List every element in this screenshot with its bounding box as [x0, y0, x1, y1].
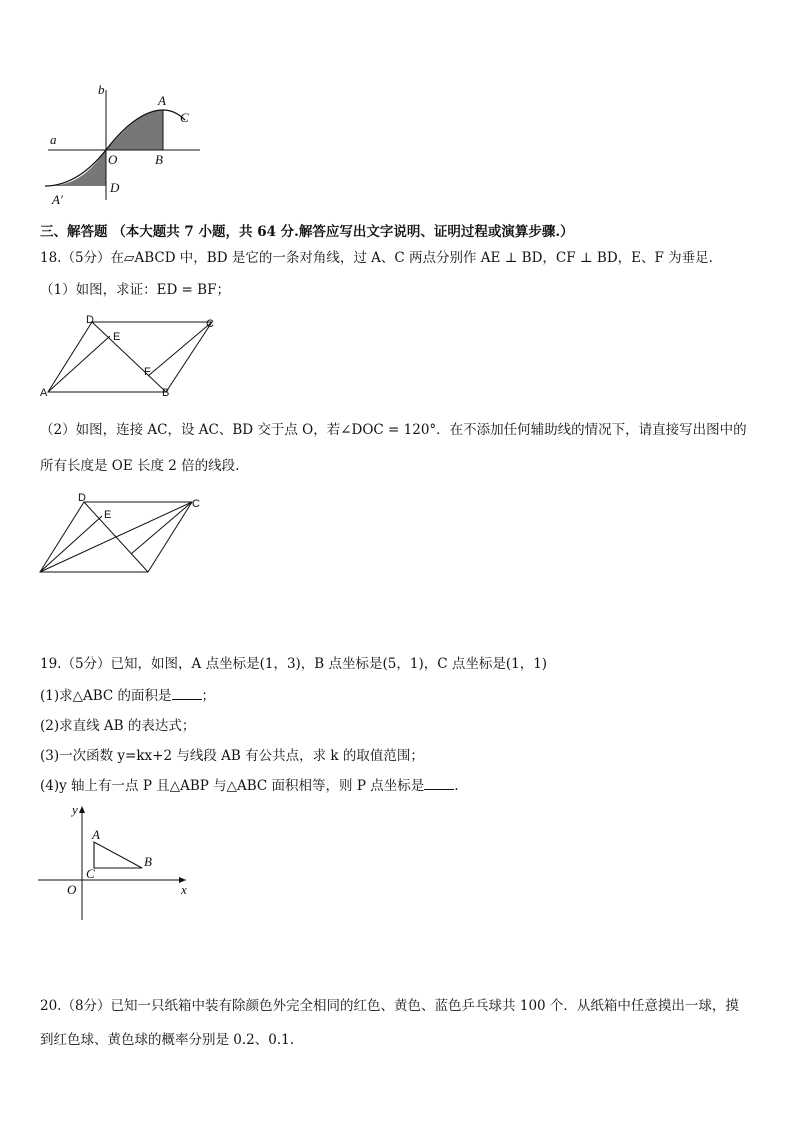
shaded-region-upper [106, 110, 163, 150]
diagonal-BD [92, 322, 166, 392]
segment-AE [48, 336, 110, 392]
y-arrow-icon [79, 806, 85, 813]
label-A: A [158, 93, 166, 108]
label-O: O [108, 152, 118, 167]
label-F: F [144, 366, 151, 378]
figure-q19 [36, 802, 196, 922]
q19-part4-text: (4)y 轴上有一点 P 且△ABP 与△ABC 面积相等，则 P 点坐标是 [40, 778, 425, 794]
label-D: D [78, 492, 86, 504]
figure-q18-1 [38, 312, 228, 402]
label-y: y [72, 802, 78, 817]
segment-CF [131, 502, 192, 554]
segment-AE [40, 516, 102, 572]
label-x: x [181, 882, 187, 897]
label-C: C [206, 318, 214, 330]
q18-part2-line1: （2）如图，连接 AC，设 AC、BD 交于点 O，若∠DOC = 120°．在不添加任何辅助线的情况下，请直接写出图中的 [40, 422, 747, 438]
triangle-ABC [94, 842, 142, 868]
q19-part1-end: ； [201, 688, 216, 704]
label-E: E [113, 331, 121, 343]
segment-CF [148, 322, 212, 376]
label-E: E [104, 509, 112, 521]
figure-q18-2 [36, 492, 206, 580]
figure-q17 [40, 80, 210, 205]
q19-part1 [40, 686, 215, 706]
label-B: B [155, 152, 163, 167]
label-A: A [92, 827, 100, 842]
q19-part2: (2)求直线 AB 的表达式； [40, 718, 196, 734]
label-O: O [67, 882, 77, 897]
diagonal-AC [40, 502, 192, 572]
section-heading: 三、解答题 （本大题共 7 小题，共 64 分.解答应写出文字说明、证明过程或演算步骤.） [40, 224, 574, 240]
label-B: B [144, 854, 152, 869]
q20-line1: 20.（8分）已知一只纸箱中装有除颜色外完全相同的红色、黄色、蓝色乒乓球共 100 个．从纸箱中任意摸出一球，摸 [40, 998, 739, 1014]
label-C: C [86, 866, 95, 881]
shaded-region-lower [50, 150, 106, 186]
label-A-prime: A′ [52, 192, 63, 205]
label-b: b [98, 82, 105, 97]
label-C: C [180, 110, 189, 125]
q18-part2-line2: 所有长度是 OE 长度 2 倍的线段. [40, 458, 240, 474]
q18-stem: 18.（5分）在▱ABCD 中，BD 是它的一条对角线，过 A、C 两点分别作 AE ⊥ BD，CF ⊥ BD，E、F 为垂足. [40, 250, 713, 266]
label-a: a [50, 132, 57, 147]
q20-line2: 到红色球、黄色球的概率分别是 0.2、0.1. [40, 1032, 295, 1048]
q19-part3: (3)一次函数 y=kx+2 与线段 AB 有公共点，求 k 的取值范围； [40, 748, 424, 764]
label-D: D [86, 314, 94, 326]
q19-part4 [40, 776, 459, 796]
answer-blank[interactable] [172, 687, 202, 700]
q19-part1-text: (1)求△ABC 的面积是 [40, 688, 172, 704]
label-A: A [40, 387, 48, 399]
q19-part4-end: . [454, 778, 459, 794]
label-C: C [192, 498, 200, 510]
label-D: D [110, 180, 120, 195]
q18-part1: （1）如图，求证：ED = BF； [40, 282, 230, 298]
answer-blank[interactable] [424, 777, 454, 790]
q19-stem: 19.（5分）已知，如图，A 点坐标是(1，3)，B 点坐标是(5，1)，C 点坐标是(1，1) [40, 656, 548, 672]
label-B: B [162, 387, 170, 399]
parallelogram [48, 322, 212, 392]
